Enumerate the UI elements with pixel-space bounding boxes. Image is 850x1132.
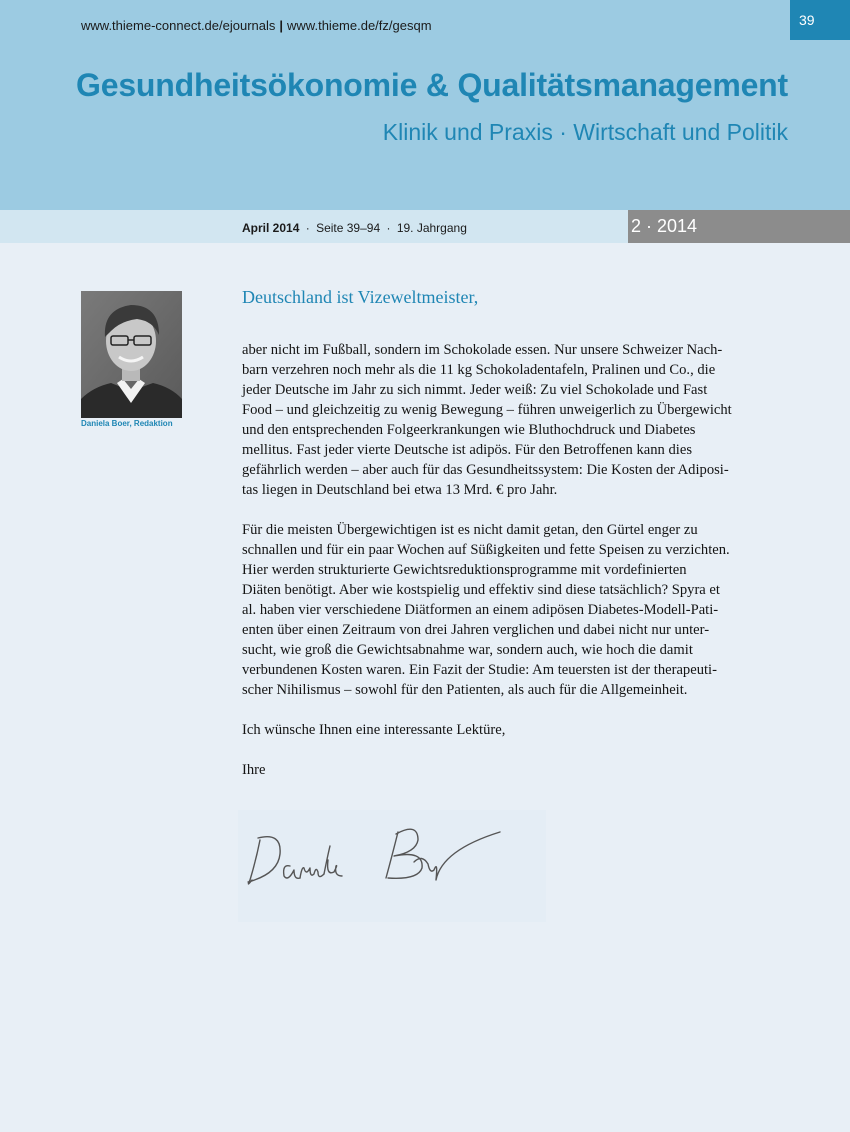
author-portrait (81, 291, 182, 418)
text-line: Hier werden strukturierte Gewichtsreduktionsprogramme mit vordefinierten (242, 562, 687, 578)
author-portrait-image (81, 291, 182, 418)
url-separator: | (279, 18, 284, 33)
meta-separator: · (305, 221, 310, 235)
text-line: Diäten benötigt. Aber wie kostspielig und effektiv sind diese tatsächlich? Spyra et (242, 582, 720, 598)
text-line: scher Nihilismus – sowohl für den Patienten, als auch für die Allgemeinheit. (242, 682, 688, 698)
signature (238, 810, 546, 922)
text-line: Food – und gleichzeitig zu wenig Bewegung – führen unweigerlich zu Übergewicht (242, 402, 732, 418)
issue-meta (242, 221, 467, 235)
text-line: al. haben vier verschiedene Diätformen an einem adipösen Diabetes-Modell-Pati- (242, 602, 719, 618)
text-line: Für die meisten Übergewichtigen ist es nicht damit getan, den Gürtel enger zu (242, 522, 698, 538)
handwritten-signature-icon (238, 810, 546, 922)
paragraph-1 (242, 340, 790, 500)
journal-title: Gesundheitsökonomie & Qualitätsmanagement (76, 67, 788, 103)
url-gesqm-link[interactable]: www.thieme.de/fz/gesqm (287, 18, 432, 33)
portrait-caption: Daniela Boer, Redaktion (81, 419, 173, 428)
page-number: 39 (790, 0, 850, 40)
text-line: verbundenen Kosten waren. Ein Fazit der Studie: Am teuersten ist der therapeuti- (242, 662, 717, 678)
journal-urls (81, 18, 432, 33)
text-line: jeder Deutsche im Jahr zu sich nimmt. Jeder weiß: Zu viel Schokolade und Fast (242, 382, 708, 398)
editorial-body (242, 340, 790, 800)
closing-line: Ich wünsche Ihnen eine interessante Lektüre, (242, 722, 506, 738)
issue-number: 2 · 2014 (628, 210, 850, 243)
url-ejournals-link[interactable]: www.thieme-connect.de/ejournals (81, 18, 276, 33)
text-line: enten über einen Zeitraum von drei Jahren verglichen und dabei nicht nur unter- (242, 622, 710, 638)
text-line: barn verzehren noch mehr als die 11 kg Schokoladentafeln, Pralinen und Co., die (242, 362, 716, 378)
issue-volume: 19. Jahrgang (396, 221, 467, 235)
journal-subtitle: Klinik und Praxis · Wirtschaft und Politik (382, 119, 788, 145)
editorial-headline: Deutschland ist Vizeweltmeister, (242, 287, 479, 307)
issue-date: April 2014 (242, 221, 300, 235)
text-line: sucht, wie groß die Gewichtsabnahme war, sondern auch, wie hoch die damit (242, 642, 693, 658)
meta-separator: · (386, 221, 391, 235)
text-line: aber nicht im Fußball, sondern im Schokolade essen. Nur unsere Schweizer Nach- (242, 342, 723, 358)
paragraph-2 (242, 520, 790, 700)
text-line: und den entsprechenden Folgeerkrankungen wie Bluthochdruck und Diabetes (242, 422, 696, 438)
text-line: schnallen und für ein paar Wochen auf Süßigkeiten und fette Speisen zu verzichten. (242, 542, 730, 558)
text-line: tas liegen in Deutschland bei etwa 13 Mrd. € pro Jahr. (242, 482, 558, 498)
sign-off: Ihre (242, 762, 266, 778)
text-line: mellitus. Fast jeder vierte Deutsche ist adipös. Für den Betroffenen kann dies (242, 442, 693, 458)
issue-pages: Seite 39–94 (316, 221, 381, 235)
text-line: gefährlich werden – aber auch für das Gesundheitssystem: Die Kosten der Adiposi- (242, 462, 729, 478)
